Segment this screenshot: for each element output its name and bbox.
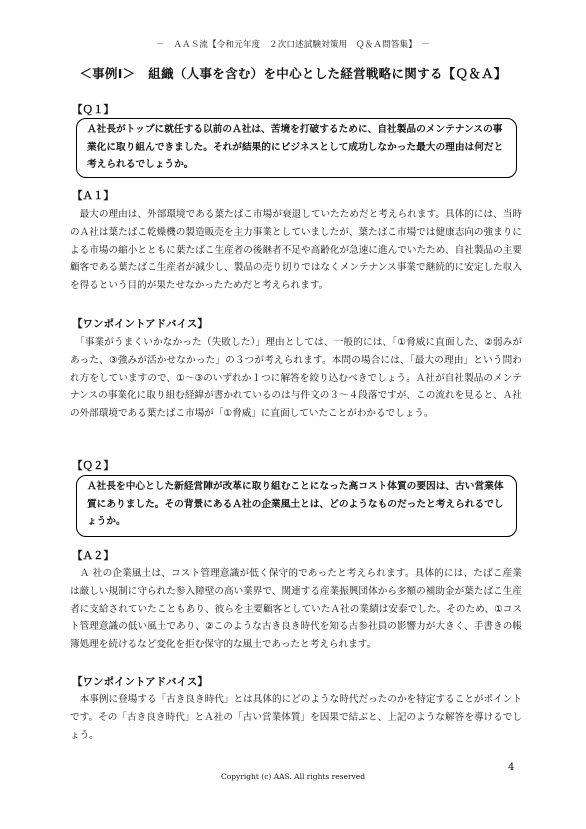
a2-answer-text: Ａ 社の企業風土は、コスト管理意識が低く保守的であったと考えられます。具体的には、たばこ産業は厳しい規制に守られた参入障壁の高い業界で、関連する産業振興団体から多額の補助金が葉たばこ生産者に支給されていたこともあり、彼らを主要顧客としていたＡ社の業績は安泰でした。そのため、①コスト管理意識の低い風土であり、②このような古き良き時代を知る古参社員の影響力が大きく、手書きの帳簿処理を続けるなど変化を拒む保守的な風土であったと考えられます。	[70, 568, 522, 651]
advice1-label: 【ワンポイントアドバイス】	[72, 318, 208, 330]
q2-question-text: Ａ社長を中心とした新経営陣が改革に取り組むことになった高コスト体質の要因は、古い営業体質にありました。その背景にあるＡ社の企業風土とは、どのようなものだったと考えられるでしょうか。	[87, 481, 504, 527]
a1-label: 【Ａ１】	[72, 190, 114, 202]
q2-label: 【Ｑ２】	[72, 460, 114, 472]
a1-answer-text: 最大の理由は、外部環境である葉たばこ市場が衰退していたためだと考えられます。具体的には、当時のＡ社は葉たばこ乾燥機の製造販売を主力事業としていましたが、葉たばこ市場では健康志向の強まりによる市場の縮小とともに葉たばこ生産者の後継者不足や高齢化が急速に進んでいたため、自社製品の主要顧客である葉たばこ生産者が減少し、製品の売り切りではなくメンテナンス事業で継続的に安定した収入を得るという目的が果たせなかったためだと考えられます。	[70, 209, 522, 292]
advice2-text: 本事例に登場する「古き良き時代」とは具体的にどのような時代だったのかを特定することがポイントです。その「古き良き時代」とＡ社の「古い営業体質」を因果で結ぶと、上記のような解答を導けるでしょう。	[70, 694, 522, 741]
page-number: 4	[508, 762, 515, 773]
q2-question-box	[76, 475, 517, 537]
copyright-footer: Copyright (c) AAS. All rights reserved	[220, 772, 366, 781]
advice1-text: 「事業がうまくいかなかった（失敗した）」理由としては、一般的には、「①脅威に直面した、②弱みがあった、③強みが活かせなかった」の３つが考えられます。本問の場合には、「最大の理由」という問われ方をしていますので、①～③のいずれか１つに解答を絞り込むべきでしょう。Ａ社が自社製品のメンテナンスの事業化に取り組む経緯が書かれているのは与件文の３～４段落ですが、この流れを見ると、Ａ社の外部環境である葉たばこ市場が「①脅威」に直面していたことがわかるでしょう。	[70, 337, 522, 420]
advice2-label: 【ワンポイントアドバイス】	[72, 676, 208, 688]
q1-label: 【Ｑ１】	[72, 104, 114, 116]
q1-question-text: Ａ社長がトップに就任する以前のＡ社は、苦境を打破するために、自社製品のメンテナンスの事業化に取り組んできました。それが結果的にビジネスとして成功しなかった最大の理由は何だと考えられるでしょうか。	[87, 124, 504, 170]
a2-label: 【Ａ２】	[72, 550, 114, 562]
q1-question-box	[76, 118, 517, 178]
running-header: － ＡＡＳ流【令和元年度 ２次口述試験対策用 Ｑ＆Ａ問答集】 －	[155, 40, 431, 50]
page-title: ＜事例Ⅰ＞ 組織（人事を含む）を中心とした経営戦略に関する【Ｑ＆Ａ】	[79, 66, 507, 81]
